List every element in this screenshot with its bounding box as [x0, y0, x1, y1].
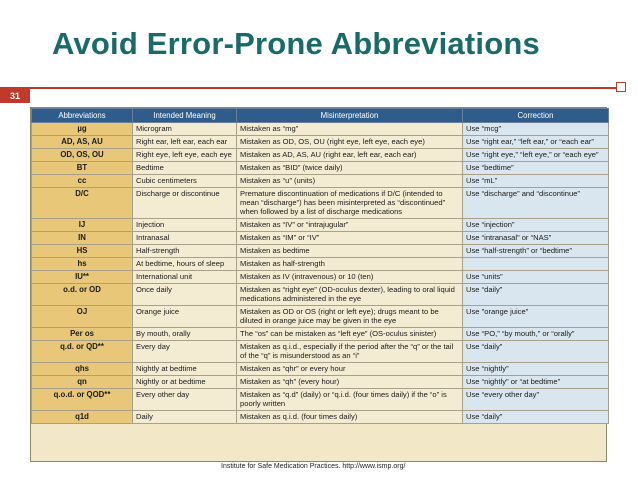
source-footer: Institute for Safe Medication Practices. http://www.ismp.org/	[221, 463, 406, 470]
row-intended-meaning: Injection	[133, 219, 237, 232]
table-row	[32, 219, 609, 232]
table-body	[32, 123, 609, 424]
header-abbreviations: Abbreviations	[32, 109, 133, 123]
row-correction: Use “bedtime”	[463, 162, 609, 175]
row-correction: Use "orange juice"	[463, 306, 609, 328]
row-correction: Use “every other day”	[463, 389, 609, 411]
row-abbreviation: q.o.d. or QOD**	[32, 389, 133, 411]
row-intended-meaning: Half-strength	[133, 245, 237, 258]
row-intended-meaning: At bedtime, hours of sleep	[133, 258, 237, 271]
row-correction: Use “injection”	[463, 219, 609, 232]
header-correction: Correction	[463, 109, 609, 123]
row-abbreviation: o.d. or OD	[32, 284, 133, 306]
row-abbreviation: cc	[32, 175, 133, 188]
row-intended-meaning: Once daily	[133, 284, 237, 306]
table-row	[32, 245, 609, 258]
row-misinterpretation: Mistaken as “q.d” (daily) or “q.i.d. (four times daily) if the “o” is poorly written	[237, 389, 463, 411]
row-misinterpretation: Mistaken as bedtime	[237, 245, 463, 258]
row-abbreviation: D/C	[32, 188, 133, 219]
row-intended-meaning: Bedtime	[133, 162, 237, 175]
slide-title: Avoid Error-Prone Abbreviations	[52, 26, 540, 61]
row-abbreviation: IJ	[32, 219, 133, 232]
row-correction: Use “daily”	[463, 341, 609, 363]
table-row	[32, 188, 609, 219]
row-correction: Use “right ear,” “left ear,” or “each ear”	[463, 136, 609, 149]
row-abbreviation: BT	[32, 162, 133, 175]
row-misinterpretation: Mistaken as IV (intravenous) or 10 (ten)	[237, 271, 463, 284]
abbreviations-table	[31, 108, 609, 424]
title-rule	[0, 87, 618, 89]
table-row	[32, 341, 609, 363]
header-misinterpretation: Misinterpretation	[237, 109, 463, 123]
row-misinterpretation: Mistaken as q.i.d., especially if the period after the “q” or the tail of the “q” is misunderstood as an “i”	[237, 341, 463, 363]
row-misinterpretation: Mistaken as q.i.d. (four times daily)	[237, 411, 463, 424]
slide-number: 31	[0, 89, 30, 103]
row-correction: Use “intranasal” or “NAS”	[463, 232, 609, 245]
table-row	[32, 149, 609, 162]
row-correction: Use “mcg”	[463, 123, 609, 136]
table-header-row	[32, 109, 609, 123]
row-misinterpretation: Mistaken as AD, AS, AU (right ear, left ear, each ear)	[237, 149, 463, 162]
row-abbreviation: IN	[32, 232, 133, 245]
table-row	[32, 306, 609, 328]
table-row	[32, 136, 609, 149]
rule-end-square	[616, 82, 626, 92]
row-intended-meaning: Intranasal	[133, 232, 237, 245]
row-misinterpretation: Mistaken as “qhr” or every hour	[237, 363, 463, 376]
row-misinterpretation: Mistaken as half-strength	[237, 258, 463, 271]
row-abbreviation: Per os	[32, 328, 133, 341]
row-correction	[463, 258, 609, 271]
table-row	[32, 363, 609, 376]
row-intended-meaning: Microgram	[133, 123, 237, 136]
table-row	[32, 328, 609, 341]
row-intended-meaning: Nightly at bedtime	[133, 363, 237, 376]
row-intended-meaning: Every other day	[133, 389, 237, 411]
row-misinterpretation: Mistaken as “IV” or “intrajugular”	[237, 219, 463, 232]
row-misinterpretation: Mistaken as “BID” (twice daily)	[237, 162, 463, 175]
row-abbreviation: OJ	[32, 306, 133, 328]
row-misinterpretation: Mistaken as “right eye” (OD-oculus dexter), leading to oral liquid medications administered in the eye	[237, 284, 463, 306]
row-intended-meaning: Orange juice	[133, 306, 237, 328]
row-intended-meaning: Right eye, left eye, each eye	[133, 149, 237, 162]
row-correction: Use “discharge” and “discontinue”	[463, 188, 609, 219]
row-correction: Use “half-strength” or “bedtime”	[463, 245, 609, 258]
row-abbreviation: OD, OS, OU	[32, 149, 133, 162]
row-misinterpretation: Mistaken as “qh” (every hour)	[237, 376, 463, 389]
table-row	[32, 258, 609, 271]
row-correction: Use “nightly” or “at bedtime”	[463, 376, 609, 389]
row-correction: Use “daily”	[463, 411, 609, 424]
row-misinterpretation: Mistaken as OD, OS, OU (right eye, left eye, each eye)	[237, 136, 463, 149]
row-correction: Use “nightly”	[463, 363, 609, 376]
table-row	[32, 175, 609, 188]
row-misinterpretation: Mistaken as “mg”	[237, 123, 463, 136]
row-intended-meaning: By mouth, orally	[133, 328, 237, 341]
row-abbreviation: q.d. or QD**	[32, 341, 133, 363]
table-row	[32, 389, 609, 411]
row-misinterpretation: Mistaken as “u” (units)	[237, 175, 463, 188]
row-intended-meaning: Right ear, left ear, each ear	[133, 136, 237, 149]
row-abbreviation: HS	[32, 245, 133, 258]
row-correction: Use “mL”	[463, 175, 609, 188]
row-abbreviation: qn	[32, 376, 133, 389]
row-misinterpretation: Premature discontinuation of medications if D/C (intended to mean “discharge”) has been misinterpreted as “discontinued” when followed by a list of discharge medications	[237, 188, 463, 219]
row-intended-meaning: Every day	[133, 341, 237, 363]
row-intended-meaning: Cubic centimeters	[133, 175, 237, 188]
row-misinterpretation: Mistaken as “IM” or “IV”	[237, 232, 463, 245]
header-intended-meaning: Intended Meaning	[133, 109, 237, 123]
row-correction: Use “units”	[463, 271, 609, 284]
row-intended-meaning: Daily	[133, 411, 237, 424]
table-row	[32, 284, 609, 306]
table-row	[32, 232, 609, 245]
abbreviations-table-image	[30, 107, 607, 462]
row-intended-meaning: Discharge or discontinue	[133, 188, 237, 219]
table-row	[32, 271, 609, 284]
row-misinterpretation: The “os” can be mistaken as “left eye” (OS-oculus sinister)	[237, 328, 463, 341]
row-misinterpretation: Mistaken as OD or OS (right or left eye); drugs meant to be diluted in orange juice may be given in the eye	[237, 306, 463, 328]
row-abbreviation: IU**	[32, 271, 133, 284]
row-correction: Use “right eye,” “left eye,” or “each eye”	[463, 149, 609, 162]
row-abbreviation: hs	[32, 258, 133, 271]
row-correction: Use “daily”	[463, 284, 609, 306]
table-row	[32, 411, 609, 424]
table-row	[32, 376, 609, 389]
row-abbreviation: µg	[32, 123, 133, 136]
table-row	[32, 123, 609, 136]
table-row	[32, 162, 609, 175]
row-intended-meaning: Nightly or at bedtime	[133, 376, 237, 389]
row-abbreviation: q1d	[32, 411, 133, 424]
row-correction: Use “PO,” “by mouth,” or “orally”	[463, 328, 609, 341]
row-abbreviation: AD, AS, AU	[32, 136, 133, 149]
row-abbreviation: qhs	[32, 363, 133, 376]
row-intended-meaning: International unit	[133, 271, 237, 284]
